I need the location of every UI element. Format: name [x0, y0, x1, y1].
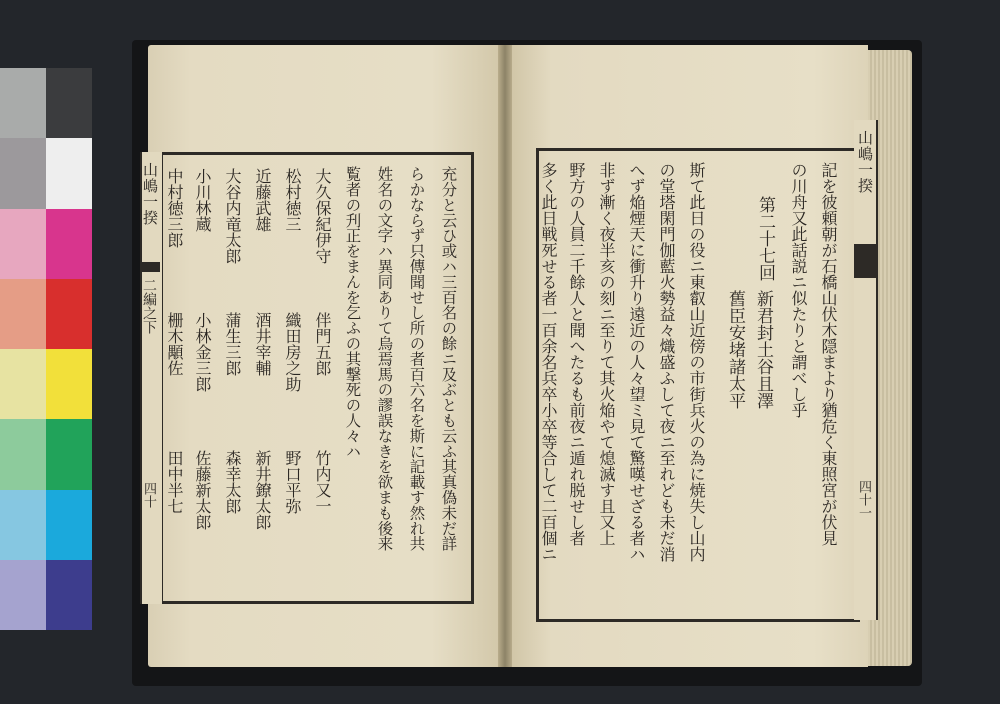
right-margin-band [854, 120, 878, 620]
name-entry: 佐藤新太郎 [193, 450, 212, 530]
right-text-column-2: の川舟又此話説ニ似たりと謂べし乎 [789, 162, 808, 418]
chapter-title-line-1: 新君封土谷且澤 [753, 290, 773, 409]
color-patch [0, 349, 46, 419]
left-text-column-3: 姓名の文字ハ異同ありて烏焉馬の謬誤なきを欲まも後来 [375, 166, 394, 551]
name-entry: 松村徳三 [283, 168, 302, 232]
right-text-column-6: 斯て此日の役ニ東叡山近傍の市街兵火の為に焼失し山内 [687, 162, 706, 562]
color-patch [0, 560, 46, 630]
color-patch [0, 209, 46, 279]
name-entry: 中村徳三郎 [165, 168, 184, 248]
name-entry: 小川林蔵 [193, 168, 212, 232]
right-text-column-1: 記を彼頼朝が石橋山伏木隠まより猶危く東照宮が伏見 [819, 162, 838, 546]
left-text-column-2: らかならず只傳聞せし所の者百六名を斯に記載す然れ共 [407, 166, 426, 551]
right-text-column-8: へず焔煙天に衝升り遠近の人々望ミ見て驚嘆せざる者ハ [627, 162, 646, 562]
name-entry: 栅木顒佐 [165, 312, 184, 376]
color-patch [0, 419, 46, 489]
name-entry: 小林金三郎 [193, 312, 212, 392]
left-margin-title: 山嶋一揆 [141, 162, 159, 226]
chapter-heading: 第二十七回 [755, 196, 775, 281]
color-patch [46, 138, 92, 208]
color-patch [0, 490, 46, 560]
color-patch [46, 209, 92, 279]
right-text-column-11: 多く此日戦死せる者一百余名兵卒小卒等合して二百個ニ [539, 162, 558, 562]
left-margin-volume: 二編之下 [141, 278, 157, 334]
name-entry: 伴門五郎 [313, 312, 332, 376]
right-text-column-7: の堂塔閑門伽藍火勢益々熾盛ふして夜ニ至れども未だ消 [657, 162, 676, 562]
name-entry: 酒井宰輔 [253, 312, 272, 376]
book-gutter [498, 45, 512, 667]
right-text-column-9: 非ず漸く夜半亥の刻ニ至りて其火焔やて熄滅す且又上 [597, 162, 616, 546]
left-text-column-4: 覧者の刋正をまんを乞ふの其撃死の人々ハ [343, 166, 362, 459]
name-entry: 織田房之助 [283, 312, 302, 392]
chapter-title-line-2: 舊臣安堵諸太平 [725, 290, 745, 409]
right-margin-title: 山嶋一揆 [856, 130, 874, 194]
color-patch [0, 279, 46, 349]
left-text-column-1: 充分と云ひ或ハ三百名の餘ニ及ぶとも云ふ其真偽未だ詳 [439, 166, 458, 551]
color-calibration-strip [0, 68, 92, 630]
right-margin-folio: 四十一 [856, 480, 871, 519]
color-patch [46, 560, 92, 630]
color-patch [46, 349, 92, 419]
name-entry: 大久保紀伊守 [313, 168, 332, 264]
color-patch [46, 419, 92, 489]
right-margin-fishtail [854, 244, 876, 278]
name-entry: 田中半七 [165, 450, 184, 514]
color-patch [46, 279, 92, 349]
color-patch [0, 138, 46, 208]
name-entry: 竹内又一 [313, 450, 332, 514]
left-margin-folio: 四十 [141, 482, 156, 508]
name-entry: 野口平弥 [283, 450, 302, 514]
left-margin-fishtail [140, 262, 160, 272]
color-patch [46, 490, 92, 560]
color-patch [46, 68, 92, 138]
name-entry: 新井鐐太郎 [253, 450, 272, 530]
name-entry: 大谷内竜太郎 [223, 168, 242, 264]
name-entry: 森幸太郎 [223, 450, 242, 514]
color-patch [0, 68, 46, 138]
right-text-column-10: 野方の人員二千餘人と聞へたるも前夜ニ遁れ脱せし者 [567, 162, 586, 546]
name-entry: 蒲生三郎 [223, 312, 242, 376]
name-entry: 近藤武雄 [253, 168, 272, 232]
